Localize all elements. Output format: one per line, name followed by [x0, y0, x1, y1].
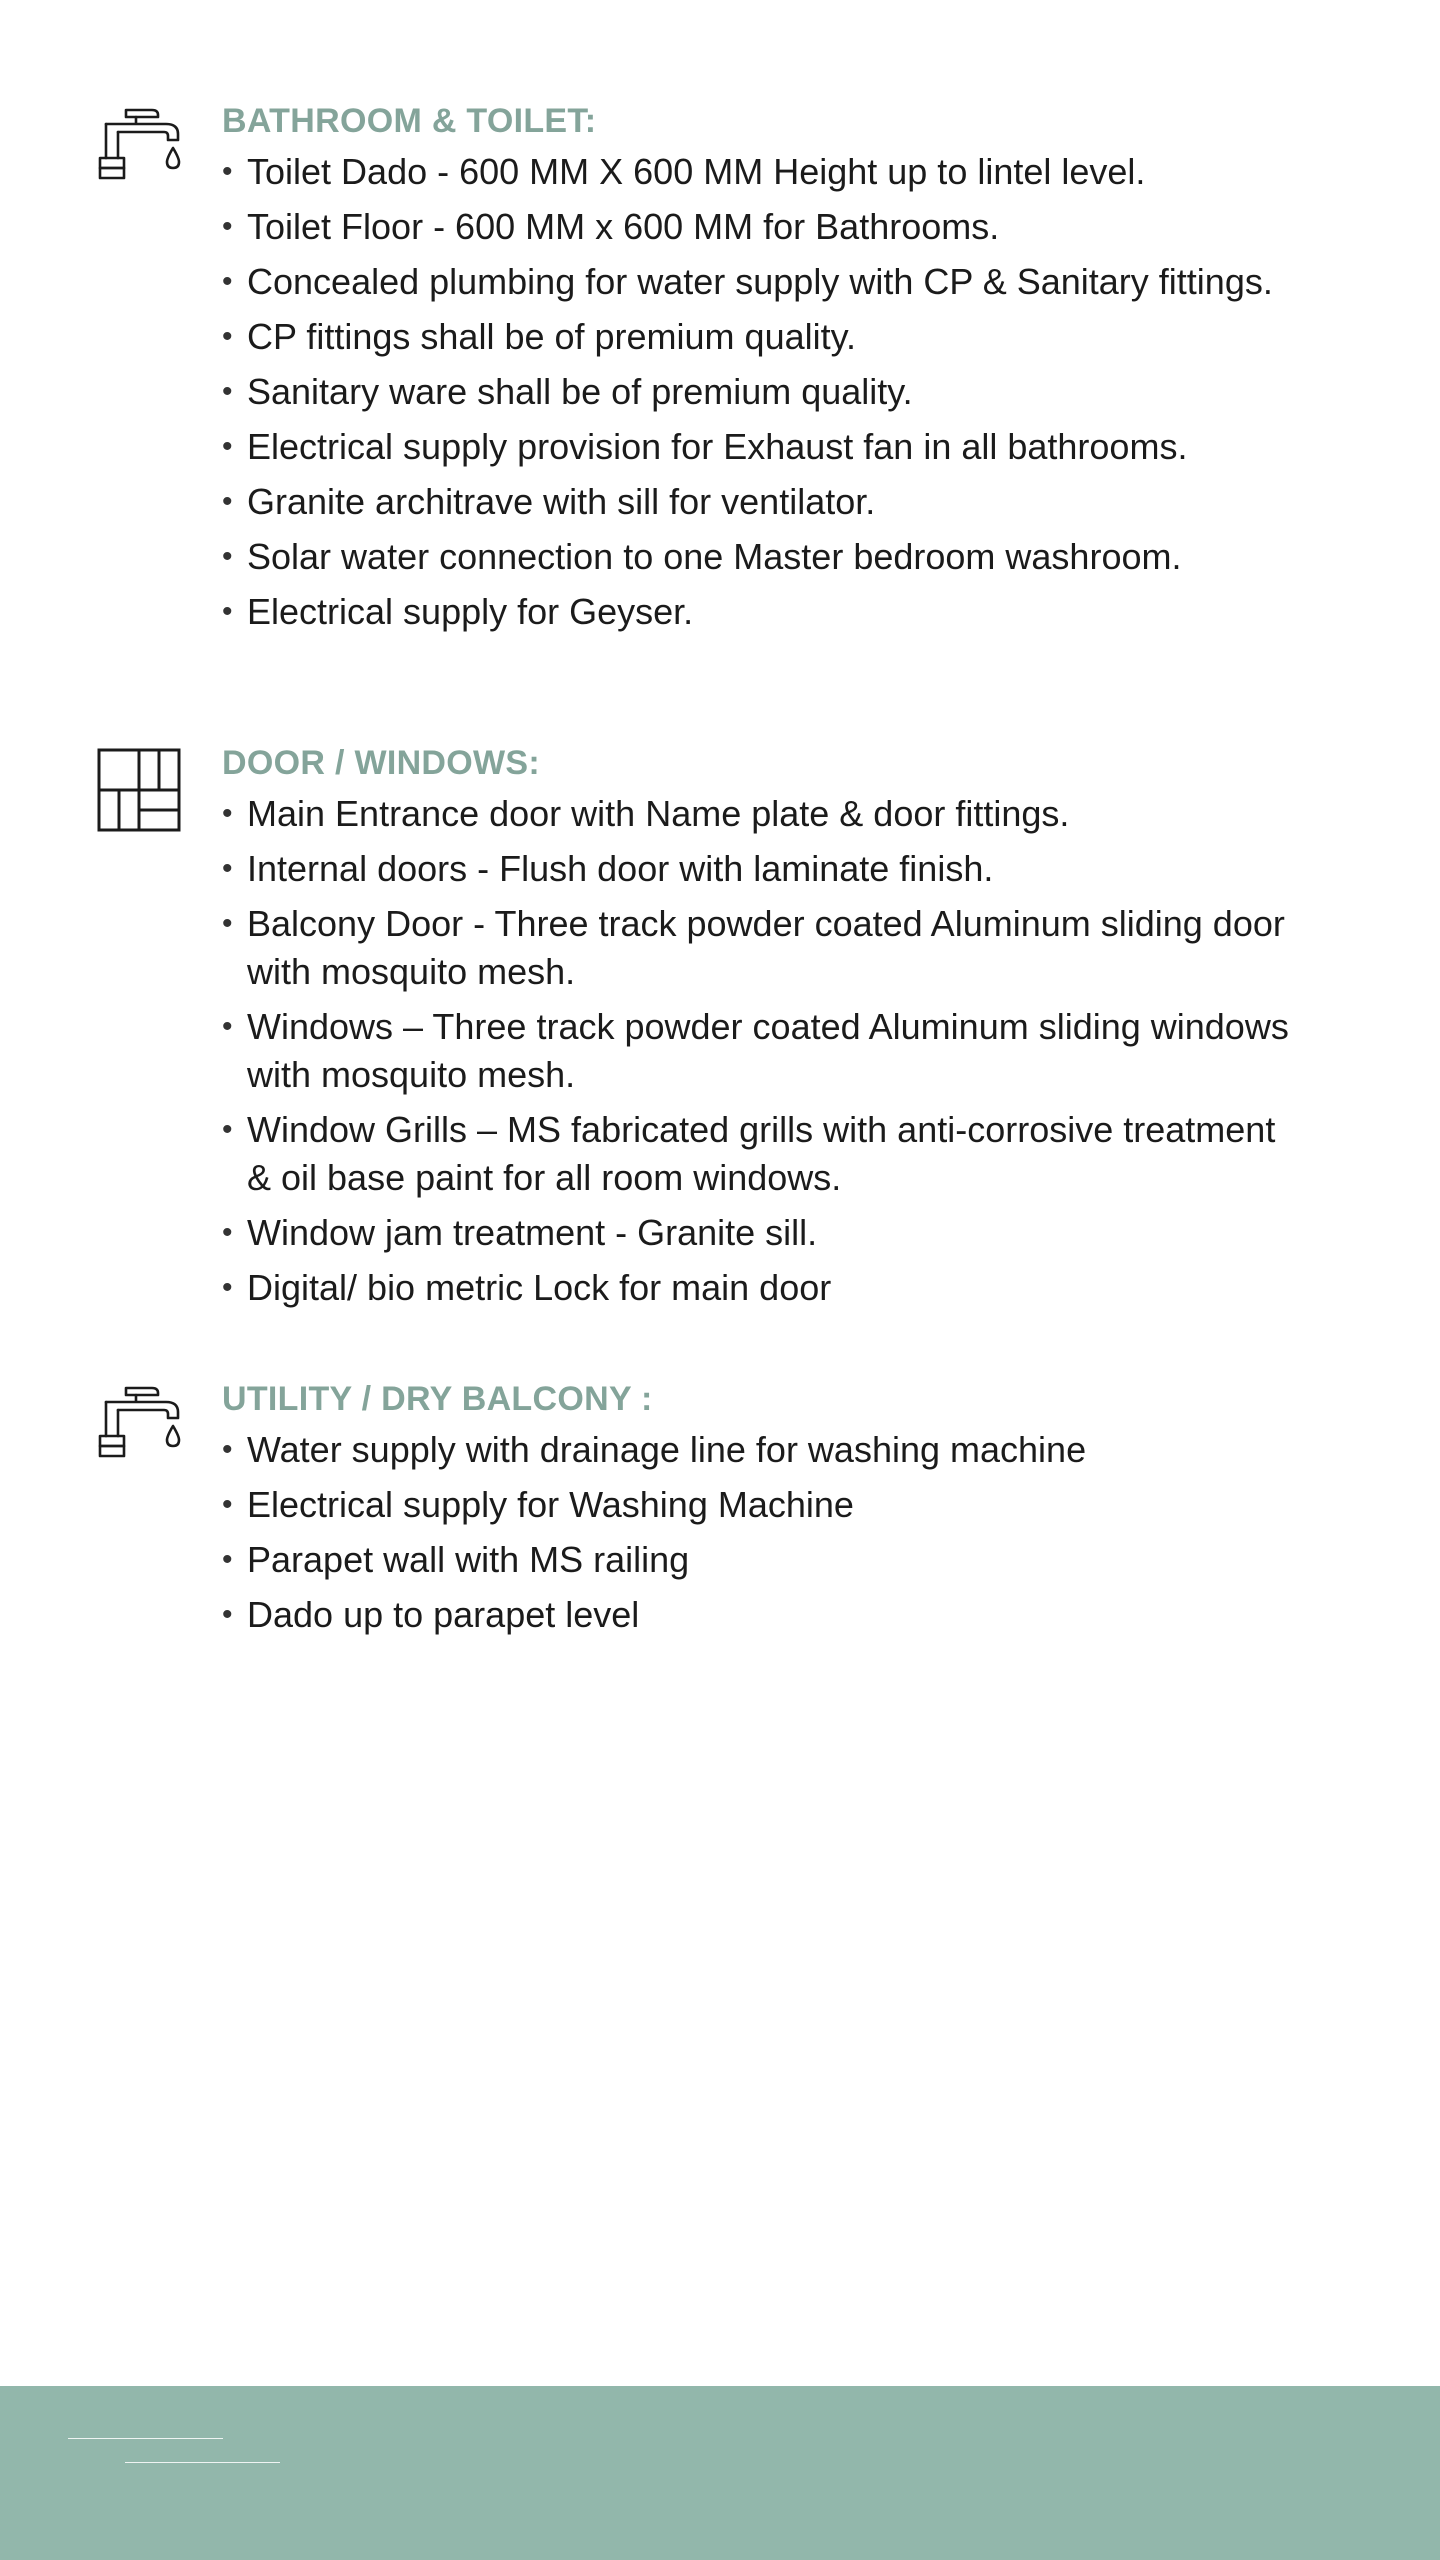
list-item: • Digital/ bio metric Lock for main door — [222, 1264, 1302, 1312]
list-item: • Internal doors - Flush door with laminate finish. — [222, 845, 1302, 893]
list-item: • Electrical supply for Geyser. — [222, 588, 1302, 636]
list-item: • Water supply with drainage line for washing machine — [222, 1426, 1302, 1474]
list-item: • Toilet Floor - 600 MM x 600 MM for Bathrooms. — [222, 203, 1302, 251]
list-item: • CP fittings shall be of premium quality. — [222, 313, 1302, 361]
bullet-list — [222, 148, 1302, 636]
list-item: • Windows – Three track powder coated Aluminum sliding windows with mosquito mesh. — [222, 1003, 1302, 1099]
list-item: • Granite architrave with sill for ventilator. — [222, 478, 1302, 526]
section-title: UTILITY / DRY BALCONY : — [222, 1380, 653, 1418]
list-item: • Dado up to parapet level — [222, 1591, 1302, 1639]
window-grid-icon — [96, 748, 182, 834]
list-item: • Electrical supply for Washing Machine — [222, 1481, 1302, 1529]
section-title: BATHROOM & TOILET: — [222, 102, 597, 140]
footer-divider-line — [68, 2438, 223, 2439]
bullet-list — [222, 1426, 1302, 1639]
list-item: • Window jam treatment - Granite sill. — [222, 1209, 1302, 1257]
faucet-icon — [96, 1384, 182, 1470]
list-item: • Parapet wall with MS railing — [222, 1536, 1302, 1584]
bullet-list — [222, 790, 1302, 1312]
faucet-icon — [96, 106, 182, 192]
list-item: • Concealed plumbing for water supply with CP & Sanitary fittings. — [222, 258, 1302, 306]
list-item: • Electrical supply provision for Exhaust fan in all bathrooms. — [222, 423, 1302, 471]
list-item: • Window Grills – MS fabricated grills with anti-corrosive treatment & oil base paint for all room windows. — [222, 1106, 1302, 1202]
footer-band — [0, 2386, 1440, 2560]
list-item: • Sanitary ware shall be of premium quality. — [222, 368, 1302, 416]
list-item: • Balcony Door - Three track powder coated Aluminum sliding door with mosquito mesh. — [222, 900, 1302, 996]
list-item: • Solar water connection to one Master bedroom washroom. — [222, 533, 1302, 581]
footer-divider-line — [125, 2462, 280, 2463]
list-item: • Toilet Dado - 600 MM X 600 MM Height up to lintel level. — [222, 148, 1302, 196]
section-title: DOOR / WINDOWS: — [222, 744, 541, 782]
list-item: • Main Entrance door with Name plate & door fittings. — [222, 790, 1302, 838]
